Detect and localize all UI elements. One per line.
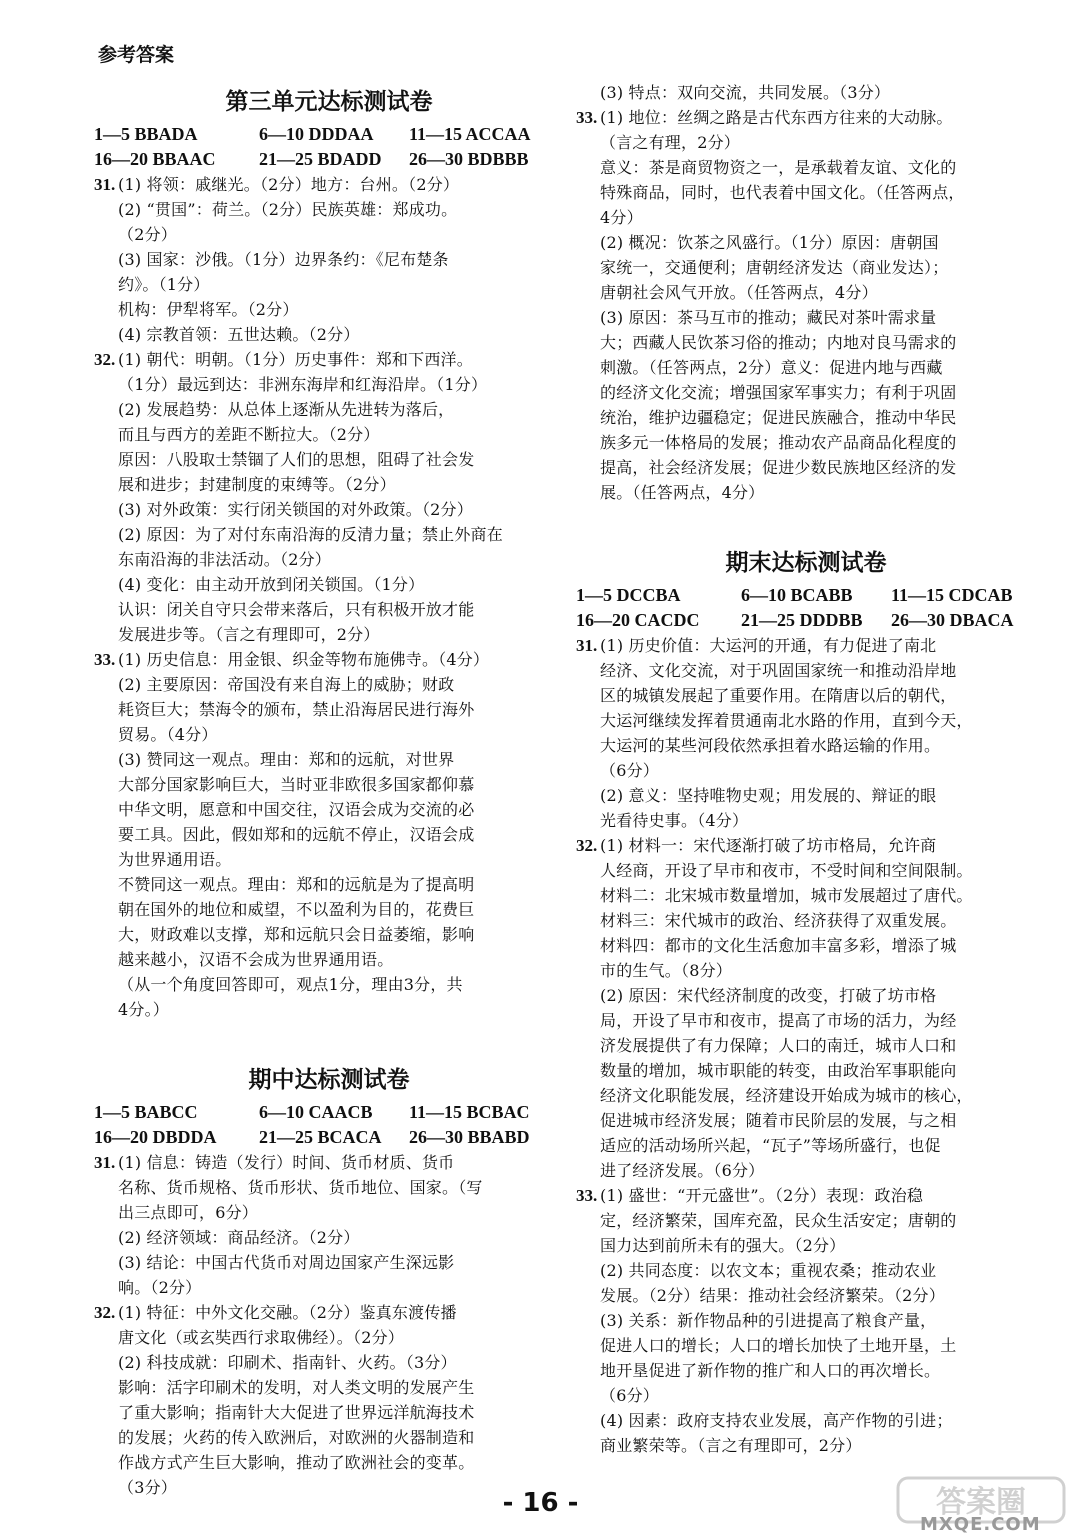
question-number: 33.: [576, 1186, 598, 1205]
answer-line: (1) 地位：丝绸之路是古代东西方往来的大动脉。: [600, 108, 953, 127]
answer-line: 特殊商品，同时，也代表着中国文化。（任答两点，: [600, 183, 965, 202]
mc-row: [576, 583, 1036, 608]
answer-line: 响。（2分）: [118, 1278, 202, 1297]
mc-row: [94, 1100, 564, 1125]
right-column: [576, 80, 1036, 1458]
question-block: [576, 833, 1036, 1183]
mc-answer: 26—30 BBABD: [409, 1127, 530, 1147]
answer-line: (1) 材料一：宋代逐渐打破了坊市格局，允许商: [600, 836, 937, 855]
answer-line: (2) 共同态度：以农文本；重视农桑；推动农业: [600, 1261, 937, 1280]
question-block: [94, 1300, 564, 1500]
question-number: 33.: [94, 650, 116, 669]
question-block: [576, 633, 1036, 833]
answer-line: 名称、货币规格、货币形状、货币地位、国家。（写: [118, 1178, 483, 1197]
answer-line: (1) 盛世：“开元盛世”。（2分）表现：政治稳: [600, 1186, 924, 1205]
mc-answer: 21—25 BCACA: [259, 1127, 382, 1147]
answer-line: (1) 朝代：明朝。（1分）历史事件：郑和下西洋。: [118, 350, 473, 369]
mc-answer: 11—15 ACCAA: [409, 124, 531, 144]
answer-line: (3) 对外政策：实行闭关锁国的对外政策。（2分）: [118, 500, 473, 519]
answer-line: 光看待史事。（4分）: [600, 811, 749, 830]
answer-line: 意义：茶是商贸物资之一，是承载着友谊、文化的: [600, 158, 957, 177]
answer-line: 族多元一体格局的发展；推动农产品商品化程度的: [600, 433, 957, 452]
answer-line: 国力达到前所未有的强大。（2分）: [600, 1236, 846, 1255]
final-title: 期末达标测试卷: [725, 550, 887, 576]
mc-answer: 26—30 DBACA: [891, 610, 1014, 630]
answer-line: 商业繁荣等。（言之有理即可，2分）: [600, 1436, 862, 1455]
question-block: [94, 347, 564, 647]
answer-line: 中华文明，愿意和中国交往，汉语会成为交流的必: [118, 800, 475, 819]
answer-line: 地开垦促进了新作物的推广和人口的再次增长。: [600, 1361, 941, 1380]
answer-line: 统治，维护边疆稳定；促进民族融合，推动中华民: [600, 408, 957, 427]
answer-line: 刺激。（任答两点，2分）意义：促进内地与西藏: [600, 358, 943, 377]
answer-line: 大运河的某些河段依然承担着水路运输的作用。: [600, 736, 941, 755]
answer-line: (2) 主要原因：帝国没有来自海上的威胁；财政: [118, 675, 455, 694]
answer-line: (3) 结论：中国古代货币对周边国家产生深远影: [118, 1253, 455, 1272]
mc-answer: 6—10 CAACB: [259, 1102, 373, 1122]
answer-line: 人经商，开设了早市和夜市，不受时间和空间限制。: [600, 861, 973, 880]
mc-row: [94, 122, 564, 147]
midterm-title: 期中达标测试卷: [248, 1067, 410, 1093]
mc-row: [94, 1125, 564, 1150]
mc-answer: 1—5 DCCBA: [576, 585, 681, 605]
page-number: - 16 -: [502, 1488, 579, 1518]
answer-line: (3) 原因：茶马互市的推动；藏民对茶叶需求量: [600, 308, 937, 327]
answer-line: 材料二：北宋城市数量增加，城市发展超过了唐代。: [600, 886, 973, 905]
answer-line: 发展进步等。（言之有理即可，2分）: [118, 625, 380, 644]
answer-line: 朝在国外的地位和威望，不以盈利为目的，花费巨: [118, 900, 475, 919]
answer-line: 进了经济发展。（6分）: [600, 1161, 765, 1180]
answer-line: 出三点即可，6分）: [118, 1203, 258, 1222]
left-column: [94, 84, 564, 1500]
answer-line: 贸易。（4分）: [118, 725, 218, 744]
answer-line: 经济、文化交流，对于巩固国家统一和推动沿岸地: [600, 661, 957, 680]
answer-line: (1) 信息：铸造（发行）时间、货币材质、货币: [118, 1153, 455, 1172]
question-block: [576, 105, 1036, 505]
answer-line: （6分）: [600, 1386, 659, 1405]
answer-line: 的经济文化交流；增强国家军事实力；有利于巩固: [600, 383, 957, 402]
question-block: [576, 1183, 1036, 1458]
answer-line: (4) 变化：由主动开放到闭关锁国。（1分）: [118, 575, 425, 594]
mc-answer: 16—20 DBDDA: [94, 1127, 217, 1147]
answer-line: 促进人口的增长；人口的增长加快了土地开垦，土: [600, 1336, 957, 1355]
answer-line: 提高，社会经济发展；促进少数民族地区经济的发: [600, 458, 957, 477]
answer-line: （2分）: [118, 225, 177, 244]
answer-line: 机构：伊犁将军。（2分）: [118, 300, 299, 319]
mc-answer: 26—30 BDBBB: [409, 149, 529, 169]
page-header: 参考答案: [98, 44, 175, 66]
answer-line: 东南沿海的非法活动。（2分）: [118, 550, 331, 569]
answer-line: (1) 特征：中外文化交融。（2分）鉴真东渡传播: [118, 1303, 457, 1322]
answer-line: 唐文化（或玄奘西行求取佛经）。（2分）: [118, 1328, 404, 1347]
mc-answer: 1—5 BBADA: [94, 124, 198, 144]
answer-line: 影响：活字印刷术的发明，对人类文明的发展产生: [118, 1378, 475, 1397]
answer-line: (2) 科技成就：印刷术、指南针、火药。（3分）: [118, 1353, 457, 1372]
answer-line: 展。（任答两点，4分）: [600, 483, 765, 502]
answer-line: 4分。）: [118, 1000, 169, 1019]
answer-line: 展和进步；封建制度的束缚等。（2分）: [118, 475, 396, 494]
answer-line: 局，开设了早市和夜市，提高了市场的活力，为经: [600, 1011, 957, 1030]
answer-line: 发展。（2分）结果：推动社会经济繁荣。（2分）: [600, 1286, 945, 1305]
question-number: 33.: [576, 108, 598, 127]
answer-line: （3分）: [118, 1478, 177, 1497]
answer-line: (4) 宗教首领：五世达赖。（2分）: [118, 325, 360, 344]
mc-answer: 6—10 DDDAA: [259, 124, 374, 144]
answer-line: 大部分国家影响巨大，当时亚非欧很多国家都仰慕: [118, 775, 475, 794]
answer-line: 原因：八股取士禁锢了人们的思想，阻碍了社会发: [118, 450, 475, 469]
mc-answer: 1—5 BABCC: [94, 1102, 198, 1122]
mc-answer: 21—25 DDDBB: [741, 610, 863, 630]
answer-line: 要工具。因此，假如郑和的远航不停止，汉语会成: [118, 825, 475, 844]
mc-answer: 16—20 BBAAC: [94, 149, 216, 169]
answer-line: 区的城镇发展起了重要作用。在隋唐以后的朝代，: [600, 686, 957, 705]
question-block: [94, 1150, 564, 1300]
mc-answer: 6—10 BCABB: [741, 585, 853, 605]
unit3-title: 第三单元达标测试卷: [225, 89, 433, 115]
watermark-text: 答案圈: [936, 1485, 1026, 1520]
answer-line: (2) 概况：饮茶之风盛行。（1分）原因：唐朝国: [600, 233, 939, 252]
question-number: 32.: [94, 350, 116, 369]
answer-line: 大；西藏人民饮茶习俗的推动；内地对良马需求的: [600, 333, 957, 352]
answer-line: 的发展；火药的传入欧洲后，对欧洲的火器制造和: [118, 1428, 475, 1447]
answer-line: 不赞同这一观点。理由：郑和的远航是为了提高明: [118, 875, 475, 894]
question-number: 31.: [94, 175, 116, 194]
answer-line: 适应的活动场所兴起，“瓦子”等场所盛行，也促: [600, 1136, 941, 1155]
answer-line: (1) 将领：戚继光。（2分）地方：台州。（2分）: [118, 175, 460, 194]
question-number: 32.: [94, 1303, 116, 1322]
answer-line: 耗资巨大；禁海令的颁布，禁止沿海居民进行海外: [118, 700, 475, 719]
watermark-url: MXQE.COM: [920, 1514, 1041, 1535]
answer-line: 约》。（1分）: [118, 275, 210, 294]
mc-row: [94, 147, 564, 172]
answer-line: (1) 历史信息：用金银、织金等物布施佛寺。（4分）: [118, 650, 490, 669]
question-block: [576, 80, 1036, 105]
answer-line: （言之有理，2分）: [600, 133, 740, 152]
answer-line: 材料四：都市的文化生活愈加丰富多彩，增添了城: [600, 936, 957, 955]
answer-line: (2) 原因：宋代经济制度的改变，打破了坊市格: [600, 986, 937, 1005]
answer-line: 4分）: [600, 208, 643, 227]
answer-line: 而且与西方的差距不断拉大。（2分）: [118, 425, 380, 444]
answer-line: 数量的增加，城市职能的转变，由政治军事职能向: [600, 1061, 957, 1080]
mc-answer: 16—20 CACDC: [576, 610, 700, 630]
answer-line: 济发展提供了有力保障；人口的南迁，城市人口和: [600, 1036, 957, 1055]
answer-line: 为世界通用语。: [118, 850, 232, 869]
answer-line: (3) 国家：沙俄。（1分）边界条约：《尼布楚条: [118, 250, 449, 269]
question-block: [94, 647, 564, 1022]
answer-line: (2) 意义：坚持唯物史观；用发展的、辩证的眼: [600, 786, 937, 805]
answer-line: 认识：闭关自守只会带来落后，只有积极开放才能: [118, 600, 475, 619]
question-number: 32.: [576, 836, 598, 855]
answer-line: (2) 经济领域：商品经济。（2分）: [118, 1228, 360, 1247]
answer-line: (2) 原因：为了对付东南沿海的反清力量；禁止外商在: [118, 525, 503, 544]
answer-line: 大，财政难以支撑，郑和远航只会日益萎缩，影响: [118, 925, 475, 944]
answer-line: 定，经济繁荣，国库充盈，民众生活安定；唐朝的: [600, 1211, 957, 1230]
answer-line: （6分）: [600, 761, 659, 780]
answer-line: (4) 因素：政府支持农业发展，高产作物的引进；: [600, 1411, 953, 1430]
answer-line: 越来越小，汉语不会成为世界通用语。: [118, 950, 394, 969]
answer-line: (2) 发展趋势：从总体上逐渐从先进转为落后，: [118, 400, 455, 419]
answer-line: (3) 关系：新作物品种的引进提高了粮食产量，: [600, 1311, 937, 1330]
mc-answer: 11—15 CDCAB: [891, 585, 1013, 605]
answer-line: (3) 赞同这一观点。理由：郑和的远航，对世界: [118, 750, 455, 769]
answer-line: 作战方式产生巨大影响，推动了欧洲社会的变革。: [118, 1453, 475, 1472]
answer-line: 市的生气。（8分）: [600, 961, 732, 980]
answer-line: 家统一，交通便利；唐朝经济发达（商业发达）；: [600, 258, 949, 277]
answer-line: 唐朝社会风气开放。（任答两点，4分）: [600, 283, 878, 302]
answer-line: 了重大影响；指南针大大促进了世界远洋航海技术: [118, 1403, 475, 1422]
answer-line: 经济文化职能发展，经济建设开始成为城市的核心，: [600, 1086, 973, 1105]
answer-line: 大运河继续发挥着贯通南北水路的作用，直到今天，: [600, 711, 973, 730]
answer-line: (1) 历史价值：大运河的开通，有力促进了南北: [600, 636, 937, 655]
answer-line: 促进城市经济发展；随着市民阶层的发展，与之相: [600, 1111, 957, 1130]
answer-line: （1分）最远到达：非洲东海岸和红海沿岸。（1分）: [118, 375, 488, 394]
mc-answer: 11—15 BCBAC: [409, 1102, 530, 1122]
question-block: [94, 172, 564, 347]
answer-line: 材料三：宋代城市的政治、经济获得了双重发展。: [600, 911, 957, 930]
question-number: 31.: [94, 1153, 116, 1172]
mc-row: [576, 608, 1036, 633]
mc-answer: 21—25 BDADD: [259, 149, 382, 169]
answer-line: （从一个角度回答即可，观点1分，理由3分，共: [118, 975, 463, 994]
answer-line: (2) “贯国”：荷兰。（2分）民族英雄：郑成功。: [118, 200, 458, 219]
question-number: 31.: [576, 636, 598, 655]
answer-line: (3) 特点：双向交流，共同发展。（3分）: [600, 83, 891, 102]
